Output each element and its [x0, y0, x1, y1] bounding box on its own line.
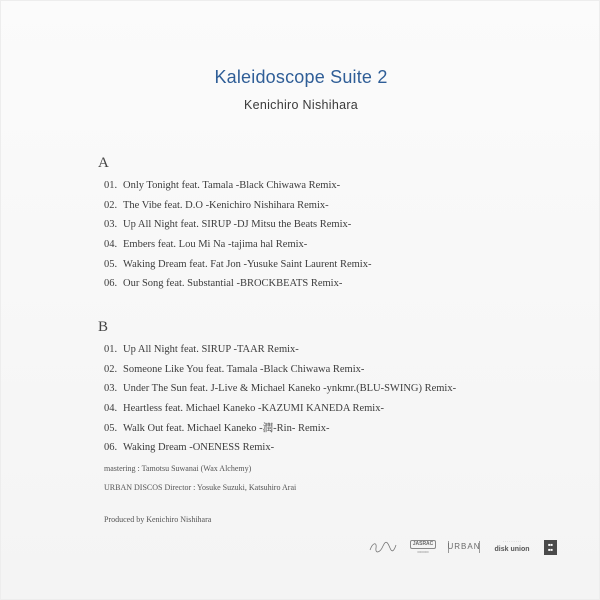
track-item [104, 179, 371, 199]
track-title: Our Song feat. Substantial -BROCKBEATS Remix- [123, 278, 343, 290]
producer-credit: Produced by Kenichiro Nishihara [104, 515, 212, 524]
jasrac-code-mark: ▭▭▭ [417, 548, 429, 554]
distributor-logo [492, 538, 532, 556]
track-title: Walk Out feat. Michael Kaneko -潤-Rin- Remix- [123, 422, 330, 434]
track-number: 04. [104, 403, 118, 415]
track-item [104, 441, 456, 461]
jasrac-stamp: JASRAC [410, 540, 437, 549]
track-number: 06. [104, 278, 118, 290]
jasrac-logo [410, 538, 436, 556]
urban-logo: URBAN [447, 542, 481, 551]
track-number: 05. [104, 258, 118, 270]
track-number: 04. [104, 239, 118, 251]
track-item [104, 402, 456, 422]
track-number: 06. [104, 442, 118, 454]
track-item [104, 199, 371, 219]
track-title: Only Tonight feat. Tamala -Black Chiwawa Remix- [123, 180, 341, 191]
track-number: 02. [104, 199, 118, 211]
side-b-tracklist [104, 343, 456, 461]
box-logo-mark: ■■ [548, 542, 553, 547]
track-number: 01. [104, 344, 118, 355]
side-a-tracklist [104, 179, 371, 297]
box-logo-mark: ■■ [548, 547, 553, 552]
track-item [104, 258, 371, 278]
track-item [104, 422, 456, 442]
track-number: 01. [104, 180, 118, 191]
track-title: Someone Like You feat. Tamala -Black Chiwawa Remix- [123, 363, 365, 375]
director-credit: URBAN DISCOS Director : Yosuke Suzuki, Katsuhiro Arai [104, 483, 297, 492]
track-number: 02. [104, 363, 118, 375]
artist-name: Kenichiro Nishihara [243, 98, 359, 112]
track-number: 05. [104, 422, 118, 434]
distributor-name: disk union [494, 546, 530, 553]
track-item [104, 343, 456, 363]
track-title: Under The Sun feat. J-Live & Michael Kaneko -ynkmr.(BLU-SWING) Remix- [123, 383, 457, 395]
track-item [104, 238, 371, 258]
side-a-label: A [98, 155, 109, 171]
label-logos [368, 536, 557, 558]
track-item [104, 363, 456, 383]
distributor-fineprint: · · · · · · · · · [502, 540, 522, 544]
track-title: Embers feat. Lou Mi Na -tajima hal Remix- [123, 239, 308, 251]
track-title: Heartless feat. Michael Kaneko -KAZUMI KANEDA Remix- [123, 403, 384, 415]
track-number: 03. [104, 219, 118, 231]
track-title: Up All Night feat. SIRUP -DJ Mitsu the Beats Remix- [123, 219, 352, 231]
track-number: 03. [104, 383, 118, 395]
side-b-label: B [98, 319, 109, 335]
track-title: The Vibe feat. D.O -Kenichiro Nishihara Remix- [123, 199, 329, 211]
track-title: Waking Dream feat. Fat Jon -Yusuke Saint Laurent Remix- [123, 258, 372, 270]
track-item [104, 382, 456, 402]
track-item [104, 218, 371, 238]
album-title: Kaleidoscope Suite 2 [214, 67, 388, 87]
track-title: Waking Dream -ONENESS Remix- [123, 442, 275, 454]
track-item [104, 277, 371, 297]
label-script-logo [368, 539, 398, 555]
box-logo [544, 540, 557, 555]
mastering-credit: mastering : Tamotsu Suwanai (Wax Alchemy) [104, 464, 252, 473]
script-logo-mark [368, 539, 398, 555]
track-title: Up All Night feat. SIRUP -TAAR Remix- [123, 344, 299, 355]
